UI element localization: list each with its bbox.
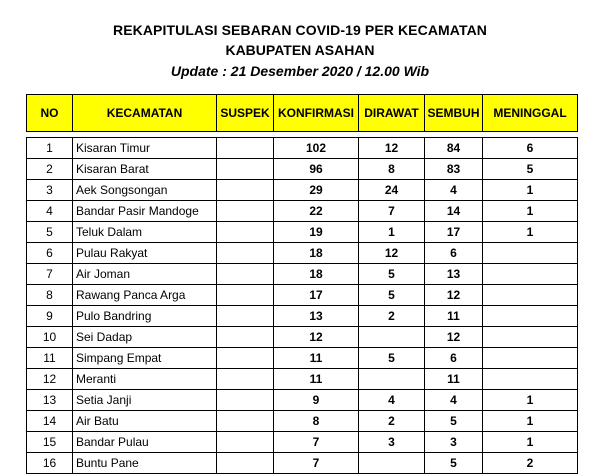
cell-meninggal: 1 [483,390,578,411]
table-row [27,327,578,348]
table-row [27,222,578,243]
table-row [27,285,578,306]
cell-dirawat: 12 [359,243,425,264]
cell-sembuh: 5 [425,453,483,474]
cell-dirawat: 5 [359,348,425,369]
cell-konfirmasi: 19 [274,222,359,243]
cell-dirawat: 2 [359,411,425,432]
cell-suspek [217,159,274,180]
cell-sembuh: 5 [425,411,483,432]
cell-meninggal: 1 [483,201,578,222]
cell-suspek [217,453,274,474]
cell-dirawat: 24 [359,180,425,201]
cell-dirawat [359,453,425,474]
cell-sembuh: 84 [425,138,483,159]
cell-konfirmasi: 96 [274,159,359,180]
table-row [27,159,578,180]
cell-suspek [217,432,274,453]
cell-no: 7 [27,264,73,285]
cell-suspek [217,201,274,222]
report-subtitle: KABUPATEN ASAHAN [225,42,375,58]
cell-sembuh: 11 [425,369,483,390]
cell-no: 14 [27,411,73,432]
cell-no: 12 [27,369,73,390]
cell-kecamatan: Sei Dadap [73,327,217,348]
cell-suspek [217,243,274,264]
cell-dirawat: 8 [359,159,425,180]
table-row [27,138,578,159]
cell-suspek [217,306,274,327]
table-row [27,369,578,390]
cell-meninggal [483,369,578,390]
cell-meninggal: 5 [483,159,578,180]
cell-sembuh: 6 [425,348,483,369]
cell-kecamatan: Buntu Pane [73,453,217,474]
cell-kecamatan: Setia Janji [73,390,217,411]
cell-dirawat: 12 [359,138,425,159]
cell-sembuh: 4 [425,180,483,201]
cell-no: 9 [27,306,73,327]
header-konfirmasi: KONFIRMASI [274,95,359,132]
cell-suspek [217,390,274,411]
cell-dirawat: 5 [359,264,425,285]
cell-kecamatan: Bandar Pulau [73,432,217,453]
cell-kecamatan: Meranti [73,369,217,390]
cell-konfirmasi: 102 [274,138,359,159]
cell-meninggal [483,348,578,369]
cell-meninggal [483,264,578,285]
cell-dirawat: 7 [359,201,425,222]
cell-konfirmasi: 7 [274,453,359,474]
cell-konfirmasi: 11 [274,369,359,390]
cell-meninggal: 1 [483,222,578,243]
cell-konfirmasi: 22 [274,201,359,222]
cell-no: 5 [27,222,73,243]
table-header-row [27,95,578,132]
cell-konfirmasi: 29 [274,180,359,201]
cell-suspek [217,180,274,201]
cell-kecamatan: Aek Songsongan [73,180,217,201]
cell-sembuh: 83 [425,159,483,180]
table-row [27,243,578,264]
cell-kecamatan: Teluk Dalam [73,222,217,243]
cell-konfirmasi: 8 [274,411,359,432]
cell-konfirmasi: 17 [274,285,359,306]
cell-dirawat [359,369,425,390]
cell-no: 8 [27,285,73,306]
cell-konfirmasi: 12 [274,327,359,348]
cell-sembuh: 6 [425,243,483,264]
cell-suspek [217,411,274,432]
cell-no: 3 [27,180,73,201]
cell-meninggal: 6 [483,138,578,159]
cell-no: 11 [27,348,73,369]
cell-suspek [217,285,274,306]
cell-meninggal [483,306,578,327]
cell-meninggal [483,285,578,306]
table-row [27,411,578,432]
cell-suspek [217,222,274,243]
cell-sembuh: 14 [425,201,483,222]
cell-sembuh: 4 [425,390,483,411]
table-row [27,306,578,327]
cell-dirawat: 4 [359,390,425,411]
table-row [27,348,578,369]
cell-konfirmasi: 11 [274,348,359,369]
cell-kecamatan: Pulau Rakyat [73,243,217,264]
cell-konfirmasi: 18 [274,243,359,264]
update-timestamp: Update : 21 Desember 2020 / 12.00 Wib [170,63,430,79]
cell-no: 15 [27,432,73,453]
cell-sembuh: 17 [425,222,483,243]
table-row [27,432,578,453]
cell-suspek [217,138,274,159]
cell-no: 16 [27,453,73,474]
cell-no: 1 [27,138,73,159]
header-kecamatan: KECAMATAN [73,95,217,132]
cell-meninggal [483,327,578,348]
cell-meninggal: 2 [483,453,578,474]
cell-dirawat: 1 [359,222,425,243]
cell-kecamatan: Kisaran Barat [73,159,217,180]
table-row [27,264,578,285]
cell-no: 4 [27,201,73,222]
cell-suspek [217,348,274,369]
cell-kecamatan: Bandar Pasir Mandoge [73,201,217,222]
cell-kecamatan: Pulo Bandring [73,306,217,327]
cell-meninggal: 1 [483,180,578,201]
cell-dirawat: 5 [359,285,425,306]
cell-kecamatan: Rawang Panca Arga [73,285,217,306]
cell-meninggal: 1 [483,432,578,453]
cell-sembuh: 11 [425,306,483,327]
header-dirawat: DIRAWAT [359,95,425,132]
cell-kecamatan: Air Joman [73,264,217,285]
cell-suspek [217,264,274,285]
cell-no: 2 [27,159,73,180]
cell-dirawat: 2 [359,306,425,327]
cell-no: 10 [27,327,73,348]
cell-konfirmasi: 18 [274,264,359,285]
cell-konfirmasi: 7 [274,432,359,453]
cell-no: 13 [27,390,73,411]
cell-kecamatan: Simpang Empat [73,348,217,369]
report-title: REKAPITULASI SEBARAN COVID-19 PER KECAMATAN [112,22,488,38]
cell-sembuh: 12 [425,285,483,306]
cell-no: 6 [27,243,73,264]
cell-sembuh: 12 [425,327,483,348]
cell-meninggal [483,243,578,264]
table-row [27,201,578,222]
header-suspek: SUSPEK [217,95,274,132]
table-row [27,453,578,474]
cell-konfirmasi: 9 [274,390,359,411]
cell-kecamatan: Air Batu [73,411,217,432]
table-row [27,180,578,201]
header-sembuh: SEMBUH [425,95,483,132]
cell-kecamatan: Kisaran Timur [73,138,217,159]
header-meninggal: MENINGGAL [483,95,578,132]
covid-distribution-table [26,94,578,474]
cell-sembuh: 3 [425,432,483,453]
cell-dirawat [359,327,425,348]
cell-meninggal: 1 [483,411,578,432]
header-no: NO [27,95,73,132]
table-row [27,390,578,411]
cell-konfirmasi: 13 [274,306,359,327]
cell-dirawat: 3 [359,432,425,453]
cell-sembuh: 13 [425,264,483,285]
cell-suspek [217,327,274,348]
cell-suspek [217,369,274,390]
